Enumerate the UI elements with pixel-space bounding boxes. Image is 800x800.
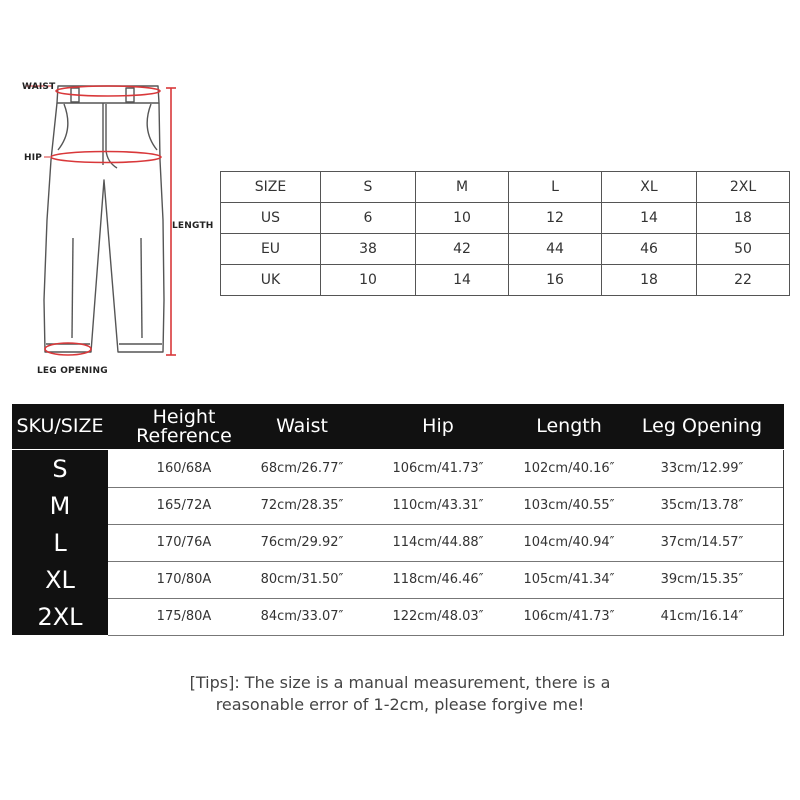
conversion-header-cell: XL [602,172,697,203]
waist-label: WAIST [22,82,56,92]
leg-opening-cell: 41cm/16.14″ [660,609,744,624]
leg-opening-cell: 35cm/13.78″ [660,498,744,513]
conversion-cell: 14 [416,265,509,296]
table-row [12,487,784,524]
conversion-row-us [221,203,790,234]
leg-opening-cell: 39cm/15.35″ [660,572,744,587]
header-hip: Hip [422,415,454,437]
leg-opening-cell: 33cm/12.99″ [660,461,744,476]
height-cell: 170/80A [156,572,212,587]
tips-line-2: reasonable error of 1-2cm, please forgive me! [215,695,585,714]
leg-opening-cell: 37cm/14.57″ [660,535,744,550]
row-size-label: 2XL [12,598,108,635]
size-table-header [12,404,784,449]
pants-outline-icon [0,0,230,390]
header-sku-size: SKU/SIZE [16,415,104,437]
waist-cell: 76cm/29.92″ [260,535,344,550]
conversion-header-cell: S [321,172,416,203]
conversion-cell: 18 [697,203,790,234]
row-size-label: L [12,524,108,561]
hip-cell: 106cm/41.73″ [392,461,484,476]
conversion-cell: 44 [509,234,602,265]
conversion-cell: 14 [602,203,697,234]
header-leg-opening: Leg Opening [641,415,763,437]
conversion-cell: 12 [509,203,602,234]
height-cell: 160/68A [156,461,212,476]
conversion-cell: UK [221,265,321,296]
waist-cell: 72cm/28.35″ [260,498,344,513]
row-values [108,450,784,488]
length-cell: 106cm/41.73″ [523,609,615,624]
tips-note [0,672,800,716]
header-waist: Waist [276,415,328,437]
hip-cell: 122cm/48.03″ [392,609,484,624]
hip-cell: 110cm/43.31″ [392,498,484,513]
conversion-header-cell: 2XL [697,172,790,203]
tips-line-1: [Tips]: The size is a manual measurement, there is a [189,673,611,692]
conversion-cell: 6 [321,203,416,234]
row-values [108,561,784,599]
waist-cell: 80cm/31.50″ [260,572,344,587]
height-cell: 175/80A [156,609,212,624]
conversion-cell: 46 [602,234,697,265]
conversion-cell: 22 [697,265,790,296]
height-cell: 165/72A [156,498,212,513]
conversion-row-uk [221,265,790,296]
conversion-header-cell: SIZE [221,172,321,203]
table-row [12,561,784,598]
size-measurement-table [12,404,784,636]
row-size-label: M [12,487,108,524]
row-values [108,487,784,525]
waist-cell: 84cm/33.07″ [260,609,344,624]
row-values [108,598,784,636]
conversion-cell: EU [221,234,321,265]
conversion-row-eu [221,234,790,265]
hip-cell: 114cm/44.88″ [392,535,484,550]
conversion-cell: 38 [321,234,416,265]
row-values [108,524,784,562]
hip-label: HIP [24,153,43,163]
row-size-label: XL [12,561,108,598]
size-conversion-table [220,171,790,296]
conversion-header-row [221,172,790,203]
length-cell: 102cm/40.16″ [523,461,615,476]
table-row [12,450,784,487]
leg-opening-label: LEG OPENING [37,366,108,376]
conversion-cell: 16 [509,265,602,296]
header-height-reference: Height Reference [136,405,232,447]
conversion-cell: 10 [416,203,509,234]
conversion-header-cell: M [416,172,509,203]
table-row [12,598,784,635]
row-size-label: S [12,450,108,487]
header-length: Length [536,415,602,437]
conversion-cell: 50 [697,234,790,265]
length-cell: 104cm/40.94″ [523,535,615,550]
conversion-cell: 18 [602,265,697,296]
length-cell: 103cm/40.55″ [523,498,615,513]
conversion-cell: US [221,203,321,234]
height-cell: 170/76A [156,535,212,550]
pants-measurement-diagram [0,0,230,390]
hip-cell: 118cm/46.46″ [392,572,484,587]
length-label: LENGTH [172,221,214,231]
table-row [12,524,784,561]
conversion-cell: 42 [416,234,509,265]
waist-cell: 68cm/26.77″ [260,461,344,476]
length-cell: 105cm/41.34″ [523,572,615,587]
conversion-cell: 10 [321,265,416,296]
conversion-header-cell: L [509,172,602,203]
